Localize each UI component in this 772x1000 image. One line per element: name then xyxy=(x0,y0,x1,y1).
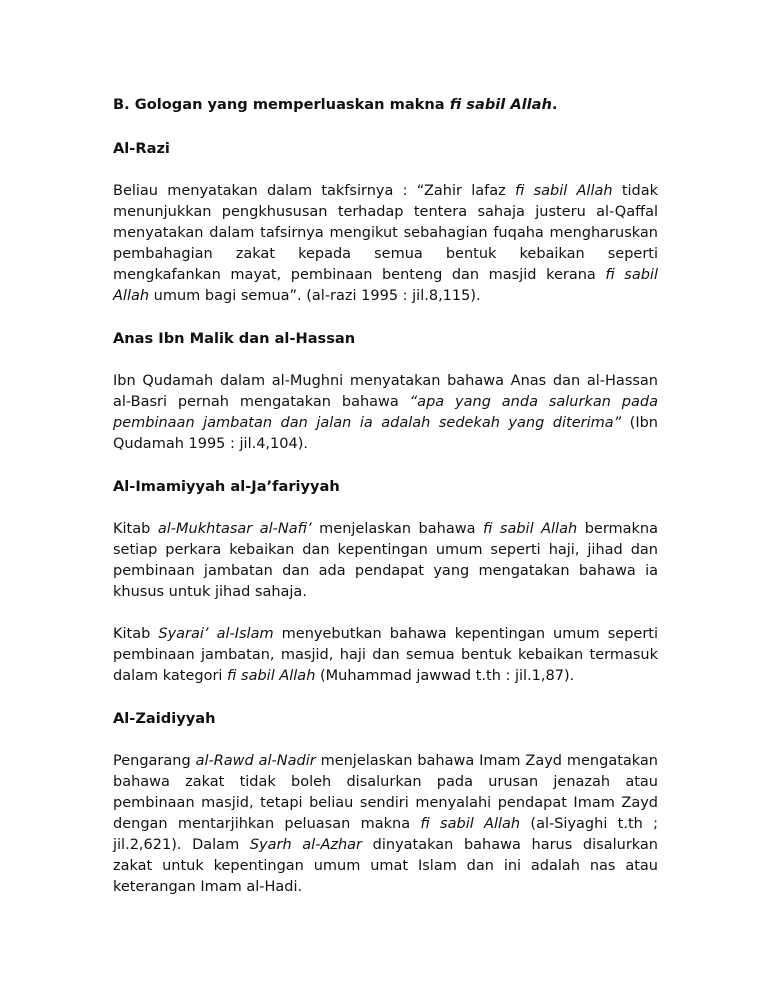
text-run: dinyatakan bahawa harus disalurkan zakat untuk kepentingan umum umat Islam dan ini adalah nas atau keterangan Imam al-Hadi. xyxy=(113,837,658,895)
text-run: (al-Siyaghi t.th ; jil.2,621). Dalam xyxy=(113,816,659,853)
italic-run: al-Mukhtasar al-Nafi’ xyxy=(157,521,312,537)
italic-run: fi sabil Allah xyxy=(420,816,521,832)
document-page xyxy=(113,95,658,898)
text-run: (Ibn Qudamah 1995 : jil.4,104). xyxy=(113,415,658,452)
document-title xyxy=(113,95,658,115)
title-text: B. Gologan yang memperluaskan makna xyxy=(113,96,450,113)
text-run: Kitab xyxy=(113,521,158,537)
text-run: Ibn Qudamah dalam al-Mughni menyatakan bahawa Anas dan al-Hassan al-Basri pernah mengatakan bahawa xyxy=(113,373,658,410)
heading-zaidiyyah: Al-Zaidiyyah xyxy=(113,710,216,727)
paragraph-anas xyxy=(113,371,658,455)
heading-anas: Anas Ibn Malik dan al-Hassan xyxy=(113,330,356,347)
italic-run: fi sabil Allah xyxy=(227,668,316,684)
text-run: bermakna setiap perkara kebaikan dan kepentingan umum seperti haji, jihad dan pembinaan jambatan dan ada pendapat yang mengatakan bahawa ia khusus untuk jihad sahaja. xyxy=(113,521,659,600)
italic-run: al-Rawd al-Nadir xyxy=(195,753,316,769)
heading-al-razi: Al-Razi xyxy=(113,140,170,157)
italic-run: “apa yang anda salurkan pada pembinaan jambatan dan jalan ia adalah sedekah yang diterima” xyxy=(113,394,658,431)
text-run: Pengarang xyxy=(113,753,196,769)
paragraph-imamiyyah-1 xyxy=(113,519,658,603)
text-run: tidak menunjukkan pengkhususan terhadap tentera sahaja justeru al-Qaffal menyatakan dalam tafsirnya mengikut sebahagian fuqaha mengharuskan pembahagian zakat kepada semua bentuk kebaikan seperti mengkafankan mayat, pembinaan benteng dan masjid kerana xyxy=(113,183,659,283)
paragraph-zaidiyyah xyxy=(113,751,658,898)
text-run: Beliau menyatakan dalam takfsirnya : “Zahir lafaz xyxy=(113,183,515,199)
italic-run: fi sabil Allah xyxy=(483,521,578,537)
paragraph-al-razi xyxy=(113,181,658,307)
italic-run: fi sabil Allah xyxy=(514,183,613,199)
text-run: menyebutkan bahawa kepentingan umum seperti pembinaan jambatan, masjid, haji dan semua bentuk kebaikan termasuk dalam kategori xyxy=(113,626,659,684)
heading-imamiyyah: Al-Imamiyyah al-Ja’fariyyah xyxy=(113,478,340,495)
italic-run: fi sabil Allah xyxy=(113,267,658,304)
text-run: Kitab xyxy=(113,626,159,642)
title-suffix: . xyxy=(551,96,558,113)
text-run: menjelaskan bahawa Imam Zayd mengatakan bahawa zakat tidak boleh disalurkan pada urusan jenazah atau pembinaan masjid, tetapi beliau sendiri menyalahi pendapat Imam Zayd dengan mentarjihkan peluasan makna xyxy=(113,753,658,832)
title-italic: fi sabil Allah xyxy=(449,96,552,113)
text-run: (Muhammad jawwad t.th : jil.1,87). xyxy=(315,668,575,684)
italic-run: Syarai’ al-Islam xyxy=(158,626,274,642)
paragraph-imamiyyah-2 xyxy=(113,624,658,687)
text-run: umum bagi semua”. (al-razi 1995 : jil.8,115). xyxy=(149,288,481,304)
text-run: menjelaskan bahawa xyxy=(311,521,483,537)
italic-run: Syarh al-Azhar xyxy=(249,837,363,853)
